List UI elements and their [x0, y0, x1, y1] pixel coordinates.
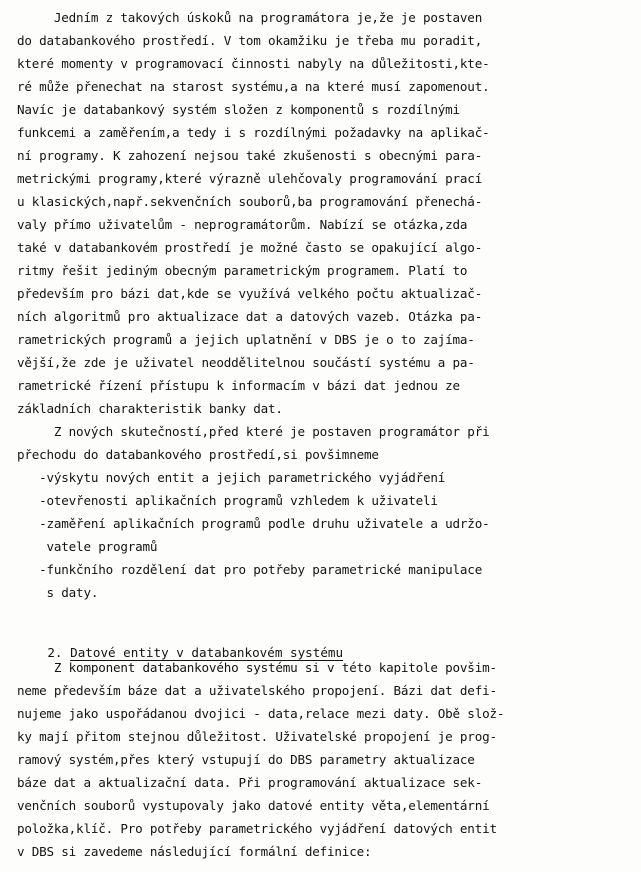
text-line: Jedním z takových úskoků na programátora je,že je postaven — [17, 10, 483, 25]
text-line: ramový systém,přes který vstupují do DBS parametry aktualizace — [17, 752, 475, 767]
text-line: rametrické řízení přístupu k informacím v bázi dat jednou ze — [17, 378, 460, 393]
text-line: do databankového prostředí. V tom okamžiku je třeba mu poradit, — [17, 33, 483, 48]
text-line: ritmy řešit jediným obecným parametrickým programem. Platí to — [17, 263, 468, 278]
text-line: metrickými programy,které výrazně ulehčovaly programování prací — [17, 171, 483, 186]
text-line: funkcemi a zaměřením,a tedy i s rozdílnými požadavky na aplikač- — [17, 125, 490, 140]
list-item: -funkčního rozdělení dat pro potřeby parametrické manipulace — [17, 562, 483, 577]
list-item: -otevřenosti aplikačních programů vzhledem k uživateli — [17, 493, 438, 508]
text-line: v DBS si zavedeme následující formální definice: — [17, 844, 372, 859]
section-number: 2. — [47, 645, 63, 660]
text-line: které momenty v programovací činnosti nabyly na důležitosti,kte- — [17, 56, 490, 71]
text-line: ky mají přitom stejnou důležitost. Uživatelské propojení je prog- — [17, 729, 497, 744]
text-line: také v databankovém prostředí je možné často se opakující algo- — [17, 240, 483, 255]
text-line: položka,klíč. Pro potřeby parametrického vyjádření datových entit — [17, 821, 497, 836]
text-line: báze dat a aktualizační data. Při programování aktualizace sek- — [17, 775, 483, 790]
text-line: vější,že zde je uživatel neoddělitelnou součástí systému a pa- — [17, 355, 475, 370]
text-line: Z nových skutečností,před které je postaven programátor při — [17, 424, 490, 439]
text-line: Z komponent databankového systému si v této kapitole povšim- — [17, 660, 497, 675]
list-item: vatele programů — [17, 539, 158, 554]
text-line: valy přímo uživatelům - neprogramátorům. Nabízí se otázka,zda — [17, 217, 468, 232]
text-line: Navíc je databankový systém složen z komponentů s rozdílnými — [17, 102, 460, 117]
text-line: nujeme jako uspořádanou dvojici - data,relace mezi daty. Obě slož- — [17, 706, 505, 721]
text-line: rametrických programů a jejich uplatnění v DBS je o to zajíma- — [17, 332, 475, 347]
section-title: Datové entity v databankovém systému — [70, 645, 344, 660]
text-line: ré může přenechat na starost systému,a na které musí zapomenout. — [17, 79, 490, 94]
text-line: ní programy. K zahození nejsou také zkušenosti s obecnými para- — [17, 148, 483, 163]
list-item: -zaměření aplikačních programů podle druhu uživatele a udržo- — [17, 516, 490, 531]
text-line: u klasických,např.sekvenčních souborů,ba programování přenechá- — [17, 194, 483, 209]
text-line: venčních souborů vystupovaly jako datové entity věta,elementární — [17, 798, 490, 813]
text-line: neme především báze dat a uživatelského propojení. Bázi dat defi- — [17, 683, 497, 698]
text-line: především pro bázi dat,kde se využívá velkého počtu aktualizač- — [17, 286, 483, 301]
list-item: -výskytu nových entit a jejich parametrického vyjádření — [17, 470, 446, 485]
text-line: přechodu do databankového prostředí,si povšimneme — [17, 447, 379, 462]
text-line: základních charakteristik banky dat. — [17, 401, 283, 416]
text-line: ních algoritmů pro aktualizace dat a datových vazeb. Otázka pa- — [17, 309, 483, 324]
list-item: s daty. — [17, 585, 99, 600]
